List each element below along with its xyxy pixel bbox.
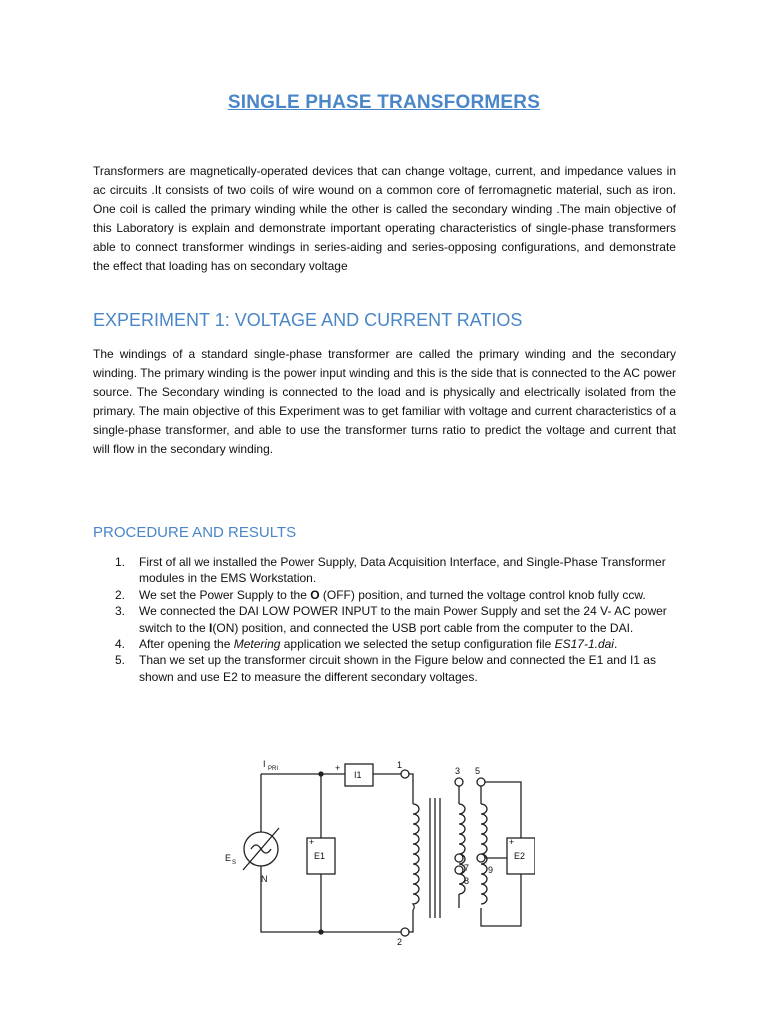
procedure-heading: PROCEDURE AND RESULTS (93, 524, 297, 541)
step-number: 1. (115, 555, 126, 569)
step-number: 3. (115, 604, 126, 619)
plus-sign: + (509, 837, 515, 847)
step-number: 5. (115, 653, 126, 668)
source-arrow-icon (243, 828, 279, 870)
step-text: Than we set up the transformer circuit shown in the Figure below and connected the E1 and I1 as shown and use E2 to measure the different secondary voltages. (139, 653, 656, 684)
junction-dot (319, 930, 323, 934)
list-item (93, 587, 683, 603)
e1-label: E1 (314, 851, 326, 861)
terminal-9 (477, 854, 485, 862)
terminal-3-label: 3 (455, 766, 461, 776)
terminal-1-label: 1 (397, 760, 403, 770)
step-text: First of all we installed the Power Supply, Data Acquisition Interface, and Single-Phase Transformer modules in the EMS Workstation. (139, 555, 666, 586)
series-opposing-term: series-opposing (411, 240, 497, 254)
terminal-7 (455, 854, 463, 862)
intro-text-2: configurations, and demonstrate the effect that loading has on secondary voltage (93, 240, 676, 273)
primary-coil (413, 804, 419, 910)
step-text: (ON) position, and connected the USB port cable from the computer to the DAI. (212, 620, 634, 635)
config-file-name: ES17-1.dai (554, 637, 614, 652)
terminal-5 (477, 778, 485, 786)
step-text: We connected the DAI LOW POWER INPUT to the main Power Supply and set the 24 V- AC power switch to the (139, 604, 667, 635)
terminal-8 (455, 866, 463, 874)
plus-sign: + (309, 837, 315, 847)
step-number: 4. (115, 637, 126, 652)
terminal-2-label: 2 (397, 937, 403, 947)
terminal-8-label: 8 (464, 876, 470, 886)
step-number: 2. (115, 587, 126, 602)
step-text: . (613, 637, 618, 652)
neutral-label: N (261, 874, 268, 884)
on-symbol: I (209, 620, 213, 635)
e2-label: E2 (514, 851, 526, 861)
primary-coil-leads (409, 774, 413, 932)
step-text: After opening the (139, 637, 234, 652)
es-label: E (225, 853, 232, 863)
terminal-3 (455, 778, 463, 786)
transformer-circuit-diagram (225, 758, 535, 954)
terminal-1 (401, 770, 409, 778)
series-aiding-term: series-aiding (314, 240, 383, 254)
list-item (93, 652, 683, 685)
list-item (93, 603, 683, 636)
transformer-core (430, 798, 440, 918)
primary-left-wire (261, 774, 401, 932)
junction-dot (319, 772, 323, 776)
experiment-paragraph: The windings of a standard single-phase transformer are called the primary winding and the secondary winding. The primary winding is the power input winding and this is the side that is connected to the AC power source. The Secondary winding is connected to the load and is physically and electrically isolated from the primary. The main objective of this Experiment was to get familiar with voltage and current characteristics of a single-phase transformer, and able to use the transformer turns ratio to predict the voltage and current that will flow in the secondary winding. (93, 347, 676, 456)
terminal-7-label: 7 (464, 863, 470, 873)
experiment-heading: EXPERIMENT 1: VOLTAGE AND CURRENT RATIOS (93, 310, 523, 330)
page-title: SINGLE PHASE TRANSFORMERS (227, 92, 541, 113)
step-text: (OFF) position, and turned the voltage control knob fully ccw. (319, 587, 646, 602)
intro-and: and (382, 240, 412, 254)
plus-sign: + (335, 763, 341, 773)
es-subscript: S (232, 860, 237, 866)
i1-label: I1 (354, 770, 362, 780)
step-text: We set the Power Supply to the (139, 587, 311, 602)
procedure-steps (93, 554, 683, 685)
ipri-label: I (263, 759, 266, 769)
list-item (93, 554, 683, 587)
metering-term: Metering (233, 637, 281, 652)
terminal-2 (401, 928, 409, 936)
step-text: application we selected the setup configuration file (280, 637, 555, 652)
ipri-subscript: PRI (268, 766, 279, 772)
off-symbol: O (310, 587, 320, 602)
terminal-9-label: 9 (488, 865, 494, 875)
intro-text-1: Transformers are magnetically-operated devices that can change voltage, current, and impedance values in ac circuits .It consists of two coils of wire wound on a common core of ferromagnetic material, such as iron. One coil is called the primary winding while the other is called the secondary winding .The main objective of this Laboratory is explain and demonstrate important operating characteristics of single-phase transformers able to connect transformer windings in (93, 164, 676, 254)
intro-paragraph (93, 162, 676, 276)
terminal-5-label: 5 (475, 766, 481, 776)
list-item (93, 636, 683, 652)
